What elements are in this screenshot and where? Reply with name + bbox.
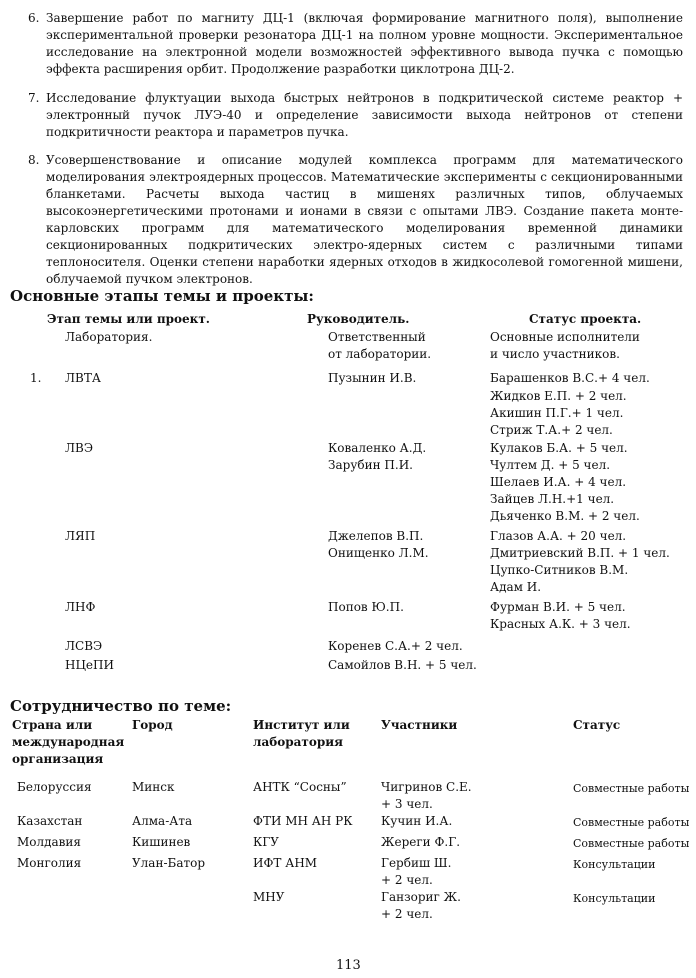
coop-participant: Ганзориг Ж. [381, 890, 461, 904]
coop-participant-extra: + 2 чел. [381, 873, 433, 887]
stage-row-leader: Попов Ю.П. [328, 600, 404, 614]
stage-row-participant: Красных А.К. + 3 чел. [490, 617, 631, 631]
coop-city: Улан-Батор [132, 856, 206, 870]
stages-header-leader-sub: Ответственный [328, 330, 426, 344]
coop-country: Белоруссия [17, 780, 92, 794]
page-number: 113 [336, 958, 361, 973]
stage-row-lab: ЛВЭ [65, 441, 94, 455]
coop-participant: Жереги Ф.Г. [381, 835, 461, 849]
coop-status: Совместные работы [573, 837, 690, 850]
coop-header-institute: лаборатория [253, 735, 344, 749]
coop-country: Молдавия [17, 835, 82, 849]
item-6 [28, 10, 683, 78]
item-text: Завершение работ по магниту ДЦ-1 (включая формирование магнитного поля), выполнение экспериментальной проверки резонатора ДЦ-1 на полном уровне мощности. Экспериментальное исследование на электронной модели возможностей эффективного вывода пучка с помощью эффекта расширения орбит. Продолжение разработки циклотрона ДЦ-2. [46, 11, 683, 76]
coop-institute: КГУ [253, 835, 279, 849]
stage-row-participant: Жидков Е.П. + 2 чел. [490, 389, 627, 403]
coop-city: Кишинев [132, 835, 191, 849]
item-number: 8. [28, 153, 40, 167]
coop-participant: Чигринов С.Е. [381, 780, 472, 794]
cooperation-heading: Сотрудничество по теме: [10, 697, 232, 715]
coop-participant: Кучин И.А. [381, 814, 453, 828]
coop-participant: Гербиш Ш. [381, 856, 452, 870]
stage-row-participant: Цупко-Ситников В.М. [490, 563, 629, 577]
coop-institute: АНТК “Сосны” [253, 780, 347, 794]
stages-header-stage: Этап темы или проект. [47, 312, 210, 326]
stage-row-participant: Адам И. [490, 580, 542, 594]
coop-institute: ИФТ АНМ [253, 856, 318, 870]
stages-header-status-sub: Основные исполнители [490, 330, 640, 344]
coop-status: Консультации [573, 858, 656, 871]
stage-row-participant: Чултем Д. + 5 чел. [490, 458, 611, 472]
item-number: 7. [28, 91, 40, 105]
stage-row-participant: Фурман В.И. + 5 чел. [490, 600, 626, 614]
coop-institute: ФТИ МН АН РК [253, 814, 353, 828]
stage-row-lab: НЦеПИ [65, 658, 114, 672]
coop-country: Казахстан [17, 814, 83, 828]
stages-header-leader-sub: от лаборатории. [328, 347, 432, 361]
stage-row-participant: Барашенков В.С.+ 4 чел. [490, 371, 650, 385]
stage-row-leader: Онищенко Л.М. [328, 546, 429, 560]
stage-row-number: 1. [30, 371, 42, 385]
stage-row-lab: ЛЯП [65, 529, 96, 543]
stage-row-participant: Шелаев И.А. + 4 чел. [490, 475, 627, 489]
stage-row-leader: Коваленко А.Д. [328, 441, 427, 455]
stages-header-lab: Лаборатория. [65, 330, 153, 344]
stage-row-leader: Джелепов В.П. [328, 529, 424, 543]
stage-row-leader: Зарубин П.И. [328, 458, 413, 472]
stage-row-participant: Кулаков Б.А. + 5 чел. [490, 441, 628, 455]
stage-row-participant: Глазов А.А. + 20 чел. [490, 529, 627, 543]
stage-row-leader: Пузынин И.В. [328, 371, 417, 385]
stage-row-leader: Коренев С.А.+ 2 чел. [328, 639, 463, 653]
stage-row-lab: ЛСВЭ [65, 639, 103, 653]
coop-status: Совместные работы [573, 816, 690, 829]
coop-institute: МНУ [253, 890, 285, 904]
coop-city: Алма-Ата [132, 814, 193, 828]
item-number: 6. [28, 11, 40, 25]
stage-row-lab: ЛНФ [65, 600, 96, 614]
coop-status: Консультации [573, 892, 656, 905]
stage-row-participant: Дмитриевский В.П. + 1 чел. [490, 546, 670, 560]
coop-city: Минск [132, 780, 175, 794]
stages-header-status: Статус проекта. [529, 312, 642, 326]
coop-header-city: Город [132, 718, 173, 732]
stages-header-status-sub: и число участников. [490, 347, 620, 361]
stages-heading: Основные этапы темы и проекты: [10, 287, 314, 305]
stage-row-participant: Акишин П.Г.+ 1 чел. [490, 406, 624, 420]
stage-row-lab: ЛВТА [65, 371, 101, 385]
coop-participant-extra: + 3 чел. [381, 797, 433, 811]
coop-header-institute: Институт или [253, 718, 350, 732]
coop-status: Совместные работы [573, 782, 690, 795]
stage-row-leader: Самойлов В.Н. + 5 чел. [328, 658, 477, 672]
coop-header-country: организация [12, 752, 104, 766]
coop-participant-extra: + 2 чел. [381, 907, 433, 921]
stage-row-participant: Дьяченко В.М. + 2 чел. [490, 509, 640, 523]
coop-header-country: международная [12, 735, 125, 749]
coop-header-participants: Участники [381, 718, 458, 732]
item-text: Исследование флуктуации выхода быстрых нейтронов в подкритической системе реактор + электронный пучок ЛУЭ-40 и определение зависимости выхода нейтронов от степени подкритичности реактора и параметров пучка. [46, 91, 683, 139]
coop-header-status: Статус [573, 718, 621, 732]
item-7 [28, 90, 683, 141]
stages-header-leader: Руководитель. [307, 312, 410, 326]
stage-row-participant: Зайцев Л.Н.+1 чел. [490, 492, 615, 506]
item-text: Усовершенствование и описание модулей комплекса программ для математического моделирования электроядерных процессов. Математические эксперименты с секционированными бланкетами. Расчеты выхода частиц в мишенях различных типов, облучаемых высокоэнергетическими протонами и ионами в связи с опытами ЛВЭ. Создание пакета монте-карловских программ для математического моделирования временной динамики секционированных подкритических электро-ядерных систем с различными типами теплоносителя. Оценки степени наработки ядерных отходов в жидкосолевой гомогенной мишени, облучаемой пучком электронов. [46, 153, 683, 286]
stage-row-participant: Стриж Т.А.+ 2 чел. [490, 423, 613, 437]
item-8 [28, 152, 683, 288]
coop-country: Монголия [17, 856, 82, 870]
coop-header-country: Страна или [12, 718, 93, 732]
